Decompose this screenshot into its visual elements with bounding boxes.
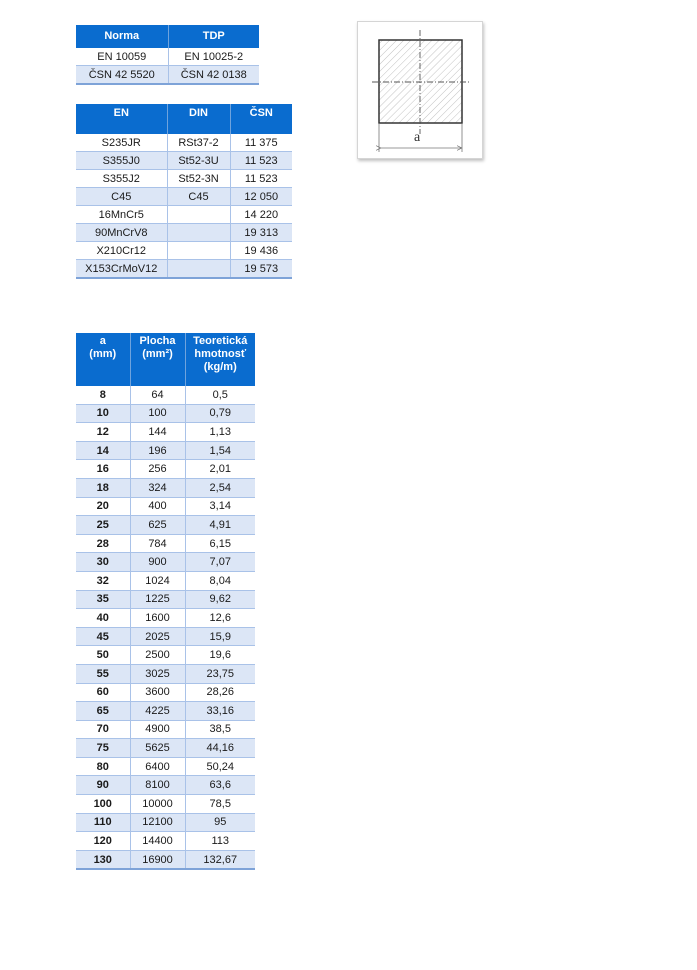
cell-plocha: 4900 [130, 720, 185, 739]
cell-din [167, 242, 230, 260]
cell-plocha: 8100 [130, 776, 185, 795]
table-row [76, 534, 255, 553]
cell-a: 14 [76, 441, 130, 460]
cell-a: 130 [76, 850, 130, 869]
cell-plocha: 12100 [130, 813, 185, 832]
dimensions-table [76, 333, 255, 870]
cell-a: 18 [76, 478, 130, 497]
cell-en: C45 [76, 188, 167, 206]
header-plocha-line1: Plocha [139, 335, 176, 347]
cell-a: 8 [76, 386, 130, 404]
cell-plocha: 900 [130, 553, 185, 572]
table-row [76, 242, 292, 260]
cell-plocha: 16900 [130, 850, 185, 869]
table-row [76, 776, 255, 795]
grades-header-row [76, 104, 292, 134]
table-row [76, 683, 255, 702]
table-row [76, 170, 292, 188]
cell-en: X153CrMoV12 [76, 260, 167, 279]
cell-plocha: 3025 [130, 664, 185, 683]
table-row [76, 795, 255, 814]
cell-plocha: 196 [130, 441, 185, 460]
cell-a: 55 [76, 664, 130, 683]
table-row [76, 134, 292, 152]
dimensions-header-row [76, 333, 255, 386]
cell-hmotnost: 6,15 [185, 534, 255, 553]
cell-a: 80 [76, 757, 130, 776]
cell-plocha: 1600 [130, 609, 185, 628]
table-row [76, 813, 255, 832]
dimension-label-a: a [414, 130, 421, 145]
cell-plocha: 1024 [130, 571, 185, 590]
cell-hmotnost: 19,6 [185, 646, 255, 665]
cell-plocha: 400 [130, 497, 185, 516]
cell-csn: 11 375 [230, 134, 292, 152]
table-row [76, 48, 259, 66]
cell-en: X210Cr12 [76, 242, 167, 260]
table-row [76, 757, 255, 776]
header-csn: ČSN [230, 104, 292, 134]
cell-hmotnost: 7,07 [185, 553, 255, 572]
header-tdp: TDP [168, 25, 259, 48]
cell-hmotnost: 2,54 [185, 478, 255, 497]
cell-plocha: 64 [130, 386, 185, 404]
cell-a: 110 [76, 813, 130, 832]
table-row [76, 516, 255, 535]
cell-a: 50 [76, 646, 130, 665]
cell-hmotnost: 0,5 [185, 386, 255, 404]
cell-hmotnost: 1,13 [185, 423, 255, 442]
cell-hmotnost: 2,01 [185, 460, 255, 479]
cell-hmotnost: 15,9 [185, 627, 255, 646]
table-row [76, 188, 292, 206]
norma-header-row [76, 25, 259, 48]
table-row [76, 664, 255, 683]
cell-csn: 19 436 [230, 242, 292, 260]
header-a-line2: (mm) [89, 348, 117, 360]
table-row [76, 206, 292, 224]
cell-a: 10 [76, 404, 130, 423]
cell-plocha: 784 [130, 534, 185, 553]
cell-hmotnost: 95 [185, 813, 255, 832]
cell-din: St52-3N [167, 170, 230, 188]
cell-hmotnost: 28,26 [185, 683, 255, 702]
table-row [76, 702, 255, 721]
cell-norma: ČSN 42 5520 [76, 66, 168, 85]
cell-csn: 12 050 [230, 188, 292, 206]
cell-plocha: 144 [130, 423, 185, 442]
cell-hmotnost: 33,16 [185, 702, 255, 721]
table-row [76, 627, 255, 646]
header-hmotnost-line1: Teoretická [193, 335, 248, 347]
table-row [76, 478, 255, 497]
table-row [76, 260, 292, 279]
cell-hmotnost: 1,54 [185, 441, 255, 460]
cell-hmotnost: 38,5 [185, 720, 255, 739]
cell-hmotnost: 113 [185, 832, 255, 851]
cell-a: 30 [76, 553, 130, 572]
cell-hmotnost: 132,67 [185, 850, 255, 869]
cell-din: RSt37-2 [167, 134, 230, 152]
table-row [76, 66, 259, 85]
cell-a: 75 [76, 739, 130, 758]
cell-en: S235JR [76, 134, 167, 152]
table-row [76, 404, 255, 423]
dimensions-body [76, 386, 255, 869]
header-din: DIN [167, 104, 230, 134]
table-row [76, 460, 255, 479]
cell-plocha: 256 [130, 460, 185, 479]
cell-plocha: 5625 [130, 739, 185, 758]
header-a-line1: a [99, 335, 106, 347]
cell-plocha: 324 [130, 478, 185, 497]
cell-a: 32 [76, 571, 130, 590]
header-hmotnost [185, 333, 255, 386]
cell-a: 65 [76, 702, 130, 721]
cell-din: C45 [167, 188, 230, 206]
cell-hmotnost: 8,04 [185, 571, 255, 590]
cell-csn: 14 220 [230, 206, 292, 224]
table-row [76, 224, 292, 242]
header-plocha-line2: (mm²) [142, 348, 173, 360]
grades-body [76, 134, 292, 278]
cell-hmotnost: 44,16 [185, 739, 255, 758]
cell-plocha: 3600 [130, 683, 185, 702]
cell-hmotnost: 63,6 [185, 776, 255, 795]
header-a [76, 333, 130, 386]
cell-din [167, 260, 230, 279]
cell-csn: 11 523 [230, 170, 292, 188]
cell-din [167, 224, 230, 242]
cell-hmotnost: 4,91 [185, 516, 255, 535]
cell-plocha: 2025 [130, 627, 185, 646]
grades-table [76, 104, 292, 279]
cell-norma: EN 10059 [76, 48, 168, 66]
cell-en: S355J2 [76, 170, 167, 188]
cross-section-diagram [357, 21, 483, 159]
cell-hmotnost: 9,62 [185, 590, 255, 609]
cell-a: 16 [76, 460, 130, 479]
header-plocha [130, 333, 185, 386]
table-row [76, 553, 255, 572]
cell-plocha: 14400 [130, 832, 185, 851]
table-row [76, 739, 255, 758]
cell-din [167, 206, 230, 224]
cell-tdp: ČSN 42 0138 [168, 66, 259, 85]
table-row [76, 832, 255, 851]
cell-din: St52-3U [167, 152, 230, 170]
cell-a: 20 [76, 497, 130, 516]
cell-hmotnost: 23,75 [185, 664, 255, 683]
cell-csn: 11 523 [230, 152, 292, 170]
cell-a: 60 [76, 683, 130, 702]
table-row [76, 850, 255, 869]
cell-a: 45 [76, 627, 130, 646]
cell-hmotnost: 12,6 [185, 609, 255, 628]
table-row [76, 609, 255, 628]
norma-table [76, 25, 259, 85]
cell-a: 90 [76, 776, 130, 795]
cell-tdp: EN 10025-2 [168, 48, 259, 66]
cell-a: 28 [76, 534, 130, 553]
cell-a: 12 [76, 423, 130, 442]
table-row [76, 497, 255, 516]
table-row [76, 646, 255, 665]
header-norma: Norma [76, 25, 168, 48]
cell-a: 120 [76, 832, 130, 851]
cell-plocha: 10000 [130, 795, 185, 814]
cell-plocha: 4225 [130, 702, 185, 721]
table-row [76, 441, 255, 460]
cell-plocha: 625 [130, 516, 185, 535]
cell-csn: 19 573 [230, 260, 292, 279]
cell-csn: 19 313 [230, 224, 292, 242]
cell-plocha: 1225 [130, 590, 185, 609]
header-hmotnost-line2: hmotnosť [194, 348, 247, 360]
table-row [76, 386, 255, 404]
table-row [76, 152, 292, 170]
cell-a: 70 [76, 720, 130, 739]
cell-en: S355J0 [76, 152, 167, 170]
cell-a: 25 [76, 516, 130, 535]
cell-hmotnost: 0,79 [185, 404, 255, 423]
cell-a: 40 [76, 609, 130, 628]
cell-en: 90MnCrV8 [76, 224, 167, 242]
header-hmotnost-line3: (kg/m) [203, 361, 237, 373]
header-en: EN [76, 104, 167, 134]
cell-a: 35 [76, 590, 130, 609]
table-row [76, 423, 255, 442]
table-row [76, 590, 255, 609]
cell-hmotnost: 78,5 [185, 795, 255, 814]
table-row [76, 571, 255, 590]
cell-hmotnost: 3,14 [185, 497, 255, 516]
cell-plocha: 6400 [130, 757, 185, 776]
cell-a: 100 [76, 795, 130, 814]
cell-plocha: 2500 [130, 646, 185, 665]
table-row [76, 720, 255, 739]
cell-plocha: 100 [130, 404, 185, 423]
cell-en: 16MnCr5 [76, 206, 167, 224]
cell-hmotnost: 50,24 [185, 757, 255, 776]
